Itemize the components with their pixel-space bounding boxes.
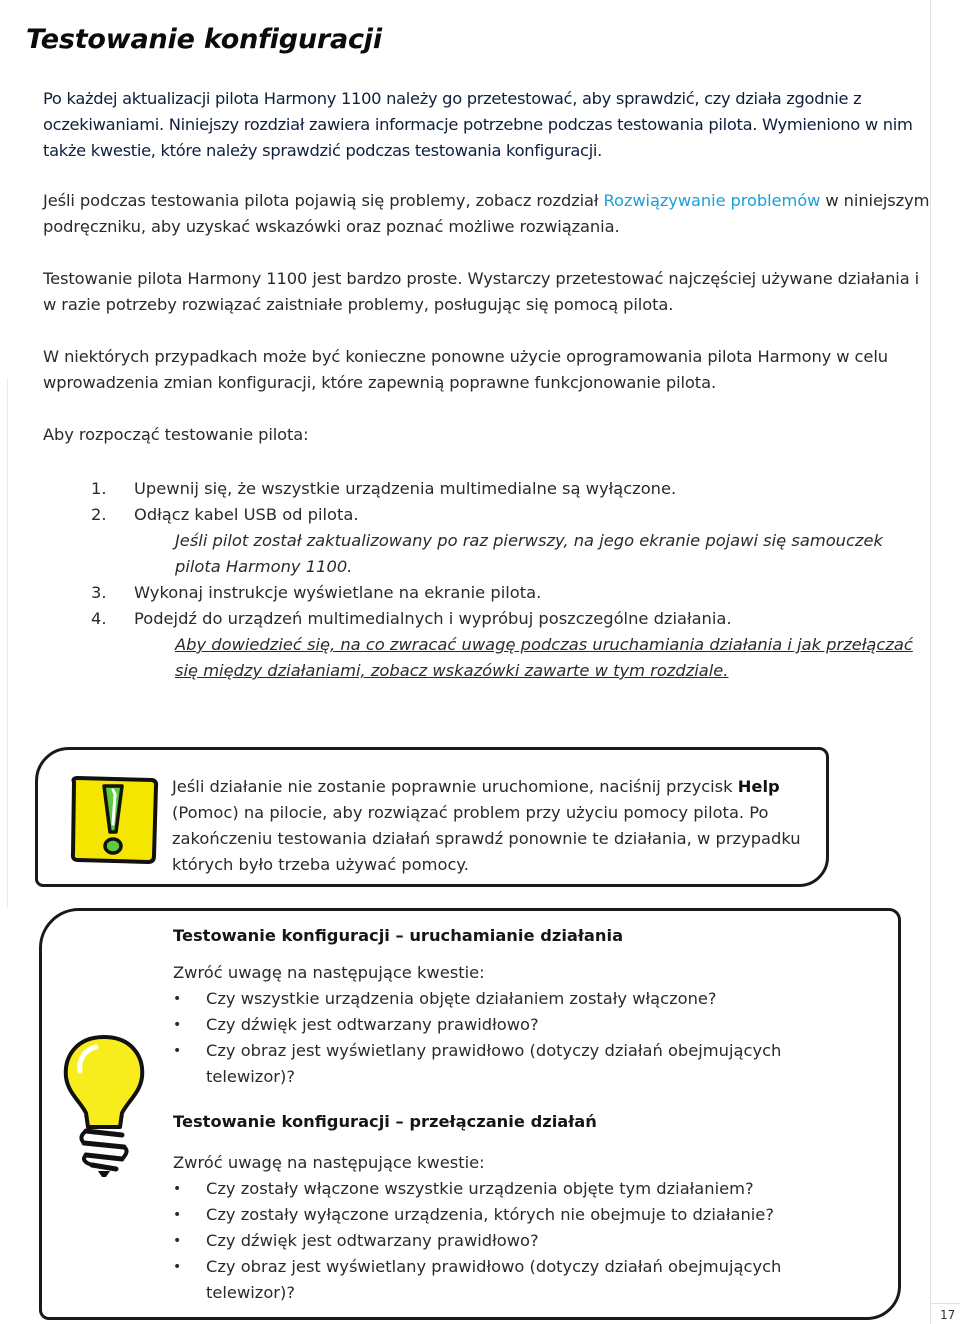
section-switch-activity-title: Testowanie konfiguracji – przełączanie działań: [173, 1112, 597, 1131]
lightbulb-icon: [56, 1031, 152, 1181]
start-paragraph: Aby rozpocząć testowanie pilota:: [43, 425, 309, 444]
section-start-activity-intro: Zwróć uwagę na następujące kwestie:: [173, 963, 485, 982]
list-item: • Czy zostały wyłączone urządzenia, których nie obejmuje to działanie?: [173, 1202, 873, 1228]
page-title: Testowanie konfiguracji: [26, 24, 382, 55]
simple-test-paragraph: Testowanie pilota Harmony 1100 jest bardzo proste. Wystarczy przetestować najczęściej używane działania i w razie potrzeby rozwiązać zaistniałe problemy, posługując się pomocą pilota.: [43, 269, 920, 314]
list-item: • Czy dźwięk jest odtwarzany prawidłowo?: [173, 1012, 873, 1038]
list-item: • Czy wszystkie urządzenia objęte działaniem zostały włączone?: [173, 986, 873, 1012]
step-item: 3. Wykonaj instrukcje wyświetlane na ekranie pilota.: [91, 583, 542, 602]
exclamation-warning-icon: [66, 772, 162, 868]
step-item: 4. Podejdź do urządzeń multimedialnych i wypróbuj poszczególne działania. Aby dowiedzieć się, na co zwracać uwagę podczas uruchamiania działania i jak przełączać się między działaniami, zobacz wskazówki zawarte w tym rozdziale.: [43, 606, 923, 684]
step-note: Jeśli pilot został zaktualizowany po raz pierwszy, na jego ekranie pojawi się samouczek pilota Harmony 1100.: [175, 531, 883, 576]
page-number: 17: [940, 1308, 956, 1322]
reinstall-paragraph: W niektórych przypadkach może być konieczne ponowne użycie oprogramowania pilota Harmony w celu wprowadzenia zmian konfiguracji, które zapewnią poprawne funkcjonowanie pilota.: [43, 347, 888, 392]
section-switch-activity-list: [173, 1176, 873, 1306]
troubleshooting-link[interactable]: Rozwiązywanie problemów: [603, 191, 821, 210]
list-item: • Czy obraz jest wyświetlany prawidłowo (dotyczy działań obejmujących telewizor)?: [173, 1254, 873, 1306]
section-start-activity-title: Testowanie konfiguracji – uruchamianie działania: [173, 926, 624, 945]
step-item: 1. Upewnij się, że wszystkie urządzenia multimedialne są wyłączone.: [91, 479, 677, 498]
problems-paragraph: Jeśli podczas testowania pilota pojawią się problemy, zobacz rozdział Rozwiązywanie problemów w niniejszym podręczniku, aby uzyskać wskazówki oraz poznać możliwe rozwiązania.: [43, 191, 930, 236]
intro-paragraph: Po każdej aktualizacji pilota Harmony 1100 należy go przetestować, aby sprawdzić, czy działa zgodnie z oczekiwaniami. Niniejszy rozdział zawiera informacje potrzebne podczas testowania pilota. Wymieniono w nim także kwestie, które należy sprawdzić podczas testowania konfiguracji.: [43, 89, 913, 160]
step-item: 2. Odłącz kabel USB od pilota. Jeśli pilot został zaktualizowany po raz pierwszy, na jego ekranie pojawi się samouczek pilota Harmony 1100.: [43, 502, 923, 580]
list-item: • Czy obraz jest wyświetlany prawidłowo (dotyczy działań obejmujących telewizor)?: [173, 1038, 873, 1090]
section-start-activity-list: [173, 986, 873, 1090]
help-tip-text: Jeśli działanie nie zostanie poprawnie uruchomione, naciśnij przycisk Help (Pomoc) na pilocie, aby rozwiązać problem przy użyciu pomocy pilota. Po zakończeniu testowania działań sprawdź ponownie te działania, w przypadku których było trzeba używać pomocy.: [172, 777, 801, 874]
page-corner-line: [930, 1303, 960, 1304]
list-item: • Czy zostały włączone wszystkie urządzenia objęte tym działaniem?: [173, 1176, 873, 1202]
section-switch-activity-intro: Zwróć uwagę na następujące kwestie:: [173, 1153, 485, 1172]
help-button-label: Help: [737, 777, 780, 796]
list-item: • Czy dźwięk jest odtwarzany prawidłowo?: [173, 1228, 873, 1254]
test-steps-list: [43, 476, 923, 684]
margin-line: [7, 378, 8, 908]
step-note: Aby dowiedzieć się, na co zwracać uwagę podczas uruchamiania działania i jak przełączać się między działaniami, zobacz wskazówki zawarte w tym rozdziale.: [175, 635, 913, 680]
